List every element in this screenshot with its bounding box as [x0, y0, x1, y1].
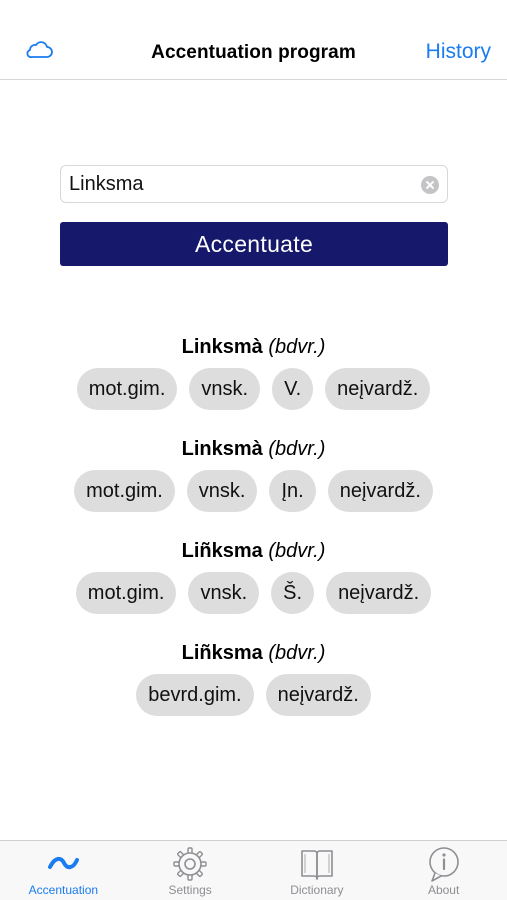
grammar-tag[interactable]: neįvardž. [326, 572, 431, 614]
tag-list [0, 572, 507, 614]
accentuate-button[interactable]: Accentuate [60, 222, 448, 266]
search-field[interactable] [60, 165, 448, 203]
tab-bar [0, 840, 507, 900]
tag-list [0, 470, 507, 512]
gear-icon [170, 845, 210, 883]
history-button[interactable]: History [425, 40, 491, 63]
grammar-tag[interactable]: vnsk. [189, 368, 260, 410]
tab-settings[interactable] [127, 841, 254, 900]
navigation-bar [0, 0, 507, 80]
accented-word: Liñksma [181, 642, 263, 664]
grammar-tag[interactable]: mot.gim. [77, 368, 178, 410]
tab-dictionary[interactable] [254, 841, 381, 900]
grammar-tag[interactable]: vnsk. [188, 572, 259, 614]
tab-label: Accentuation [28, 883, 99, 897]
result-item [0, 432, 507, 534]
tab-label: Settings [168, 883, 212, 897]
grammar-tag[interactable]: mot.gim. [74, 470, 175, 512]
tab-about[interactable] [380, 841, 507, 900]
accented-word: Liñksma [181, 540, 263, 562]
result-title [0, 636, 507, 670]
grammar-tag[interactable]: neįvardž. [328, 470, 433, 512]
result-item [0, 636, 507, 738]
tilde-icon [43, 845, 83, 883]
clear-icon[interactable] [421, 176, 439, 194]
result-title [0, 534, 507, 568]
grammar-tag[interactable]: Įn. [269, 470, 315, 512]
part-of-speech: (bdvr.) [268, 540, 326, 562]
tab-label: About [427, 883, 460, 897]
tab-label: Dictionary [290, 883, 344, 897]
page-title: Accentuation program [151, 42, 356, 63]
tab-accentuation[interactable] [0, 841, 127, 900]
accented-word: Linksmà [181, 336, 263, 358]
grammar-tag[interactable]: neįvardž. [325, 368, 430, 410]
info-icon [424, 845, 464, 883]
grammar-tag[interactable]: V. [272, 368, 313, 410]
search-input[interactable] [69, 166, 409, 202]
grammar-tag[interactable]: bevrd.gim. [136, 674, 253, 716]
result-item [0, 534, 507, 636]
grammar-tag[interactable]: neįvardž. [266, 674, 371, 716]
grammar-tag[interactable]: Š. [271, 572, 314, 614]
result-title [0, 330, 507, 364]
part-of-speech: (bdvr.) [268, 336, 326, 358]
part-of-speech: (bdvr.) [268, 438, 326, 460]
grammar-tag[interactable]: vnsk. [187, 470, 258, 512]
part-of-speech: (bdvr.) [268, 642, 326, 664]
grammar-tag[interactable]: mot.gim. [76, 572, 177, 614]
results-list [0, 330, 507, 738]
result-item [0, 330, 507, 432]
result-title [0, 432, 507, 466]
tag-list [0, 674, 507, 716]
book-icon [297, 845, 337, 883]
accented-word: Linksmà [181, 438, 263, 460]
tag-list [0, 368, 507, 410]
